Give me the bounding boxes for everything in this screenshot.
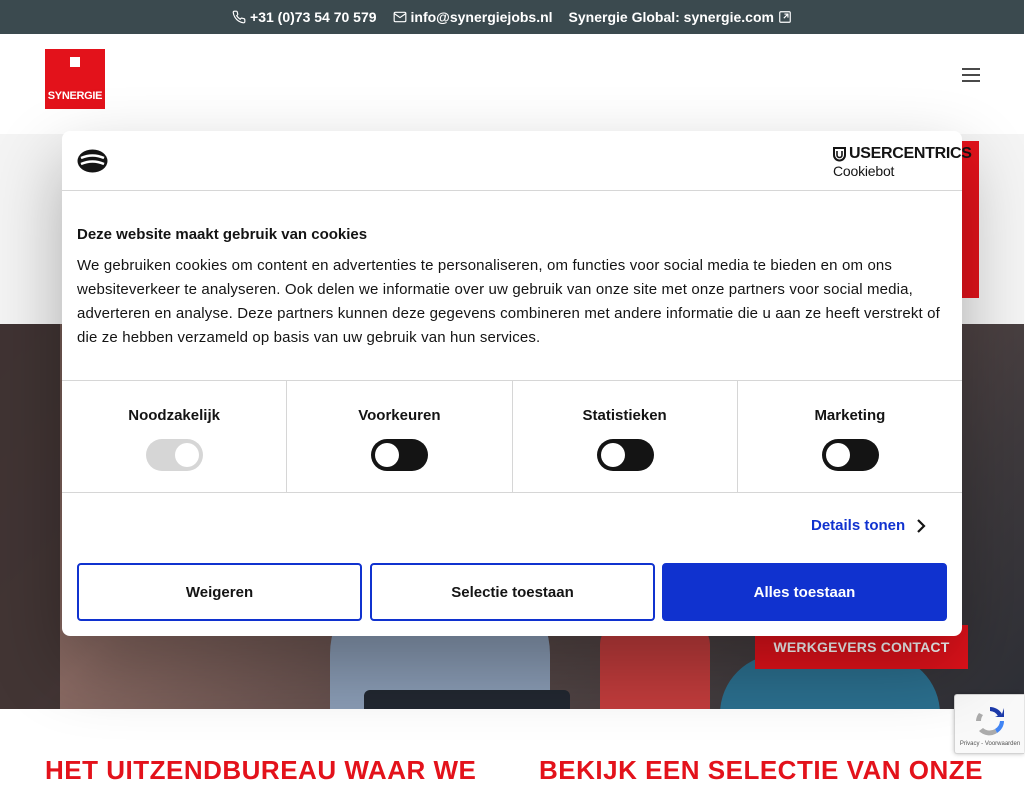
category-marketing (738, 381, 962, 492)
allow-selection-button[interactable]: Selectie toestaan (370, 563, 655, 621)
toggle-necessary (146, 439, 203, 471)
cookiebot-logo-icon (77, 149, 108, 173)
toggle-marketing[interactable] (822, 439, 879, 471)
cookie-consent-dialog (62, 131, 972, 636)
recaptcha-label: Privacy - Voorwaarden (959, 741, 1021, 747)
global-text: Synergie Global: synergie.com (568, 9, 774, 25)
category-label: Marketing (814, 407, 886, 424)
cookie-categories (62, 380, 962, 493)
dialog-header (62, 131, 972, 191)
brand-name: USERCENTRICS (849, 145, 972, 162)
dialog-description: We gebruiken cookies om content en advertenties te personaliseren, om functies voor social media te bieden en om ons websiteverkeer te analyseren. Ook delen we informatie over uw gebruik van onze site met onze partners voor social media, adverteren en analyse. Deze partners kunnen deze gegevens combineren met andere informatie die u aan ze heeft verstrekt of die ze hebben verzameld op basis van uw gebruik van hun services. (77, 257, 940, 346)
allow-all-button[interactable]: Alles toestaan (662, 563, 947, 621)
heading-left: HET UITZENDBUREAU WAAR WE (45, 755, 477, 785)
category-preferences (287, 381, 512, 492)
reject-button[interactable]: Weigeren (77, 563, 362, 621)
details-label: Details tonen (811, 517, 906, 534)
usercentrics-shield-icon (833, 147, 846, 161)
brand-sub: Cookiebot (833, 163, 895, 179)
employers-contact-button[interactable]: WERKGEVERS CONTACT (755, 625, 968, 669)
phone-text: +31 (0)73 54 70 579 (250, 9, 377, 25)
category-label: Noodzakelijk (128, 407, 220, 424)
dialog-title: Deze website maakt gebruik van cookies (77, 226, 368, 243)
category-necessary (62, 381, 287, 492)
usercentrics-brand[interactable] (833, 145, 972, 179)
toggle-preferences[interactable] (371, 439, 428, 471)
chevron-right-icon (915, 518, 927, 534)
logo-text: SYNERGIE (47, 90, 103, 102)
details-link[interactable] (811, 517, 927, 534)
category-statistics (513, 381, 738, 492)
email-text: info@synergiejobs.nl (410, 9, 553, 25)
heading-right: BEKIJK EEN SELECTIE VAN ONZE (539, 755, 984, 785)
toggle-statistics[interactable] (597, 439, 654, 471)
category-label: Voorkeuren (358, 407, 441, 424)
category-label: Statistieken (582, 407, 667, 424)
